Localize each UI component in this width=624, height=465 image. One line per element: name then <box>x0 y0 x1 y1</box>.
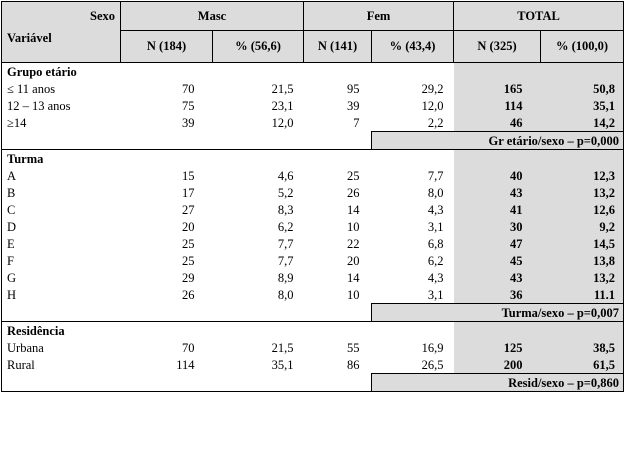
masc-pct-cell: 6,2 <box>277 219 294 234</box>
row-label: Urbana <box>2 339 121 356</box>
fem-pct-cell: 16,9 <box>421 340 444 355</box>
masc-n-cell: 70 <box>182 81 195 96</box>
pvalue-row <box>2 304 624 322</box>
total-n-cell: 36 <box>454 286 541 304</box>
masc-header: Masc <box>121 2 304 31</box>
total-pct-cell: 14,2 <box>541 114 624 132</box>
total-n-cell: 200 <box>454 356 541 374</box>
fem-n-cell: 20 <box>347 253 360 268</box>
pvalue-cell: Resid/sexo – p=0,860 <box>372 374 624 392</box>
total-n-header: N (325) <box>454 30 541 63</box>
total-pct-cell: 61,5 <box>541 356 624 374</box>
table-row <box>2 339 624 356</box>
masc-pct-cell: 5,2 <box>277 185 294 200</box>
total-n-cell: 41 <box>454 201 541 218</box>
empty-cell <box>541 63 624 81</box>
total-n-cell: 40 <box>454 167 541 184</box>
masc-pct-cell: 21,5 <box>271 340 294 355</box>
empty-cell <box>372 150 454 168</box>
empty-cell <box>121 322 213 340</box>
fem-n-cell: 25 <box>347 168 360 183</box>
total-pct-cell: 12,3 <box>541 167 624 184</box>
empty-cell <box>2 304 121 322</box>
fem-pct-cell: 7,7 <box>427 168 444 183</box>
fem-pct-cell: 3,1 <box>427 219 444 234</box>
table-row <box>2 97 624 114</box>
table-row <box>2 114 624 132</box>
row-label: A <box>2 167 121 184</box>
fem-n-cell: 26 <box>347 185 360 200</box>
empty-cell <box>213 374 304 392</box>
empty-cell <box>213 322 304 340</box>
total-pct-cell: 38,5 <box>541 339 624 356</box>
row-label: E <box>2 235 121 252</box>
empty-cell <box>121 63 213 81</box>
fem-pct-cell: 4,3 <box>427 270 444 285</box>
fem-pct-cell: 4,3 <box>427 202 444 217</box>
empty-cell <box>454 150 541 168</box>
fem-header: Fem <box>304 2 454 31</box>
fem-n-header: N (141) <box>304 30 372 63</box>
total-pct-cell: 13,2 <box>541 184 624 201</box>
total-pct-cell: 12,6 <box>541 201 624 218</box>
empty-cell <box>304 304 372 322</box>
total-n-cell: 46 <box>454 114 541 132</box>
total-n-cell: 165 <box>454 80 541 97</box>
total-n-cell: 30 <box>454 218 541 235</box>
row-label: D <box>2 218 121 235</box>
table-row <box>2 252 624 269</box>
pvalue-cell: Turma/sexo – p=0,007 <box>372 304 624 322</box>
empty-cell <box>213 304 304 322</box>
empty-cell <box>304 322 372 340</box>
section-title-row <box>2 322 624 340</box>
table-row <box>2 356 624 374</box>
masc-n-cell: 27 <box>182 202 195 217</box>
total-n-cell: 125 <box>454 339 541 356</box>
masc-pct-cell: 12,0 <box>271 115 294 130</box>
empty-cell <box>304 63 372 81</box>
empty-cell <box>213 63 304 81</box>
fem-pct-cell: 8,0 <box>427 185 444 200</box>
total-pct-cell: 9,2 <box>541 218 624 235</box>
masc-n-cell: 20 <box>182 219 195 234</box>
table-row <box>2 269 624 286</box>
masc-pct-cell: 7,7 <box>277 253 294 268</box>
masc-pct-cell: 8,0 <box>277 287 294 302</box>
variavel-label: Variável <box>2 30 121 63</box>
empty-cell <box>304 374 372 392</box>
total-pct-cell: 35,1 <box>541 97 624 114</box>
row-label: Rural <box>2 356 121 374</box>
masc-pct-cell: 21,5 <box>271 81 294 96</box>
fem-pct-cell: 3,1 <box>427 287 444 302</box>
total-pct-cell: 50,8 <box>541 80 624 97</box>
table-row <box>2 184 624 201</box>
masc-pct-cell: 23,1 <box>271 98 294 113</box>
table-row <box>2 167 624 184</box>
row-label: ≤ 11 anos <box>2 80 121 97</box>
empty-cell <box>2 374 121 392</box>
masc-n-header: N (184) <box>121 30 213 63</box>
fem-n-cell: 14 <box>347 270 360 285</box>
empty-cell <box>213 150 304 168</box>
section-title-row <box>2 63 624 81</box>
total-pct-cell: 13,8 <box>541 252 624 269</box>
pvalue-row <box>2 374 624 392</box>
table-row <box>2 201 624 218</box>
fem-n-cell: 10 <box>347 287 360 302</box>
data-table <box>1 1 624 392</box>
total-n-cell: 45 <box>454 252 541 269</box>
empty-cell <box>372 63 454 81</box>
masc-n-cell: 25 <box>182 236 195 251</box>
masc-pct-cell: 7,7 <box>277 236 294 251</box>
sexo-label: Sexo <box>2 2 121 31</box>
empty-cell <box>304 150 372 168</box>
total-header: TOTAL <box>454 2 624 31</box>
fem-pct-cell: 6,8 <box>427 236 444 251</box>
row-label: H <box>2 286 121 304</box>
masc-n-cell: 25 <box>182 253 195 268</box>
total-pct-cell: 13,2 <box>541 269 624 286</box>
empty-cell <box>541 150 624 168</box>
fem-n-cell: 55 <box>347 340 360 355</box>
pvalue-cell: Gr etário/sexo – p=0,000 <box>372 132 624 150</box>
masc-n-cell: 15 <box>182 168 195 183</box>
table-row <box>2 80 624 97</box>
row-label: G <box>2 269 121 286</box>
masc-pct-cell: 8,3 <box>277 202 294 217</box>
masc-n-cell: 29 <box>182 270 195 285</box>
masc-n-cell: 114 <box>176 357 195 372</box>
fem-pct-cell: 29,2 <box>421 81 444 96</box>
fem-n-cell: 7 <box>353 115 360 130</box>
total-n-cell: 47 <box>454 235 541 252</box>
fem-pct-header: % (43,4) <box>372 30 454 63</box>
fem-pct-cell: 26,5 <box>421 357 444 372</box>
empty-cell <box>2 132 121 150</box>
empty-cell <box>454 63 541 81</box>
fem-n-cell: 86 <box>347 357 360 372</box>
section-title-row <box>2 150 624 168</box>
masc-n-cell: 75 <box>182 98 195 113</box>
total-n-cell: 43 <box>454 269 541 286</box>
empty-cell <box>372 322 454 340</box>
row-label: F <box>2 252 121 269</box>
empty-cell <box>121 374 213 392</box>
pvalue-row <box>2 132 624 150</box>
masc-pct-header: % (56,6) <box>213 30 304 63</box>
total-pct-cell: 14,5 <box>541 235 624 252</box>
masc-n-cell: 26 <box>182 287 195 302</box>
fem-n-cell: 95 <box>347 81 360 96</box>
row-label: C <box>2 201 121 218</box>
masc-pct-cell: 4,6 <box>277 168 294 183</box>
row-label: 12 – 13 anos <box>2 97 121 114</box>
fem-n-cell: 10 <box>347 219 360 234</box>
total-pct-header: % (100,0) <box>541 30 624 63</box>
masc-n-cell: 39 <box>182 115 195 130</box>
fem-n-cell: 22 <box>347 236 360 251</box>
fem-pct-cell: 6,2 <box>427 253 444 268</box>
section-title: Turma <box>2 150 121 168</box>
table-row <box>2 286 624 304</box>
masc-pct-cell: 8,9 <box>277 270 294 285</box>
empty-cell <box>121 304 213 322</box>
masc-n-cell: 70 <box>182 340 195 355</box>
row-label: ≥14 <box>2 114 121 132</box>
masc-n-cell: 17 <box>182 185 195 200</box>
section-title: Grupo etário <box>2 63 121 81</box>
table-row <box>2 218 624 235</box>
empty-cell <box>454 322 541 340</box>
section-title: Residência <box>2 322 121 340</box>
fem-n-cell: 14 <box>347 202 360 217</box>
fem-pct-cell: 2,2 <box>427 115 444 130</box>
total-pct-cell: 11.1 <box>541 286 624 304</box>
row-label: B <box>2 184 121 201</box>
fem-pct-cell: 12,0 <box>421 98 444 113</box>
total-n-cell: 114 <box>454 97 541 114</box>
fem-n-cell: 39 <box>347 98 360 113</box>
table-row <box>2 235 624 252</box>
total-n-cell: 43 <box>454 184 541 201</box>
empty-cell <box>213 132 304 150</box>
empty-cell <box>541 322 624 340</box>
empty-cell <box>121 132 213 150</box>
empty-cell <box>304 132 372 150</box>
empty-cell <box>121 150 213 168</box>
masc-pct-cell: 35,1 <box>271 357 294 372</box>
